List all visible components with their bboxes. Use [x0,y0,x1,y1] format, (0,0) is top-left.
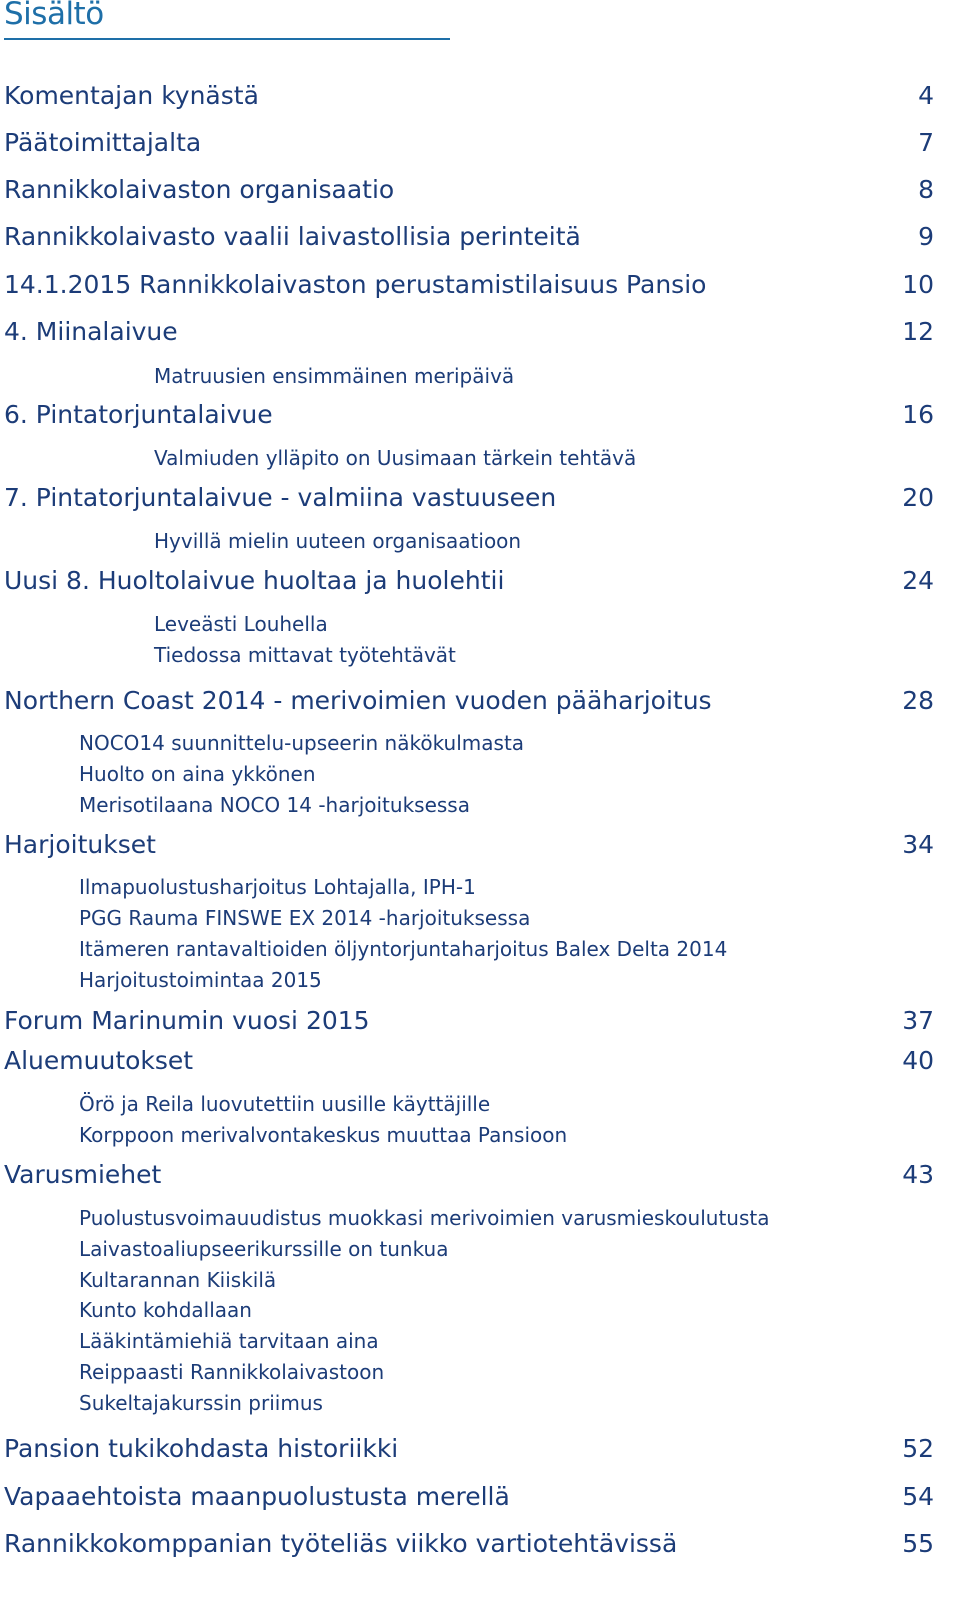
toc-entry-page: 54 [902,1482,934,1511]
toc-entry-label: 4. Miinalaivue [4,317,178,346]
toc-entry-page: 16 [902,400,934,429]
toc-entry-label: Uusi 8. Huoltolaivue huoltaa ja huolehtii [4,566,505,595]
toc-entry-label: Pansion tukikohdasta historiikki [4,1434,399,1463]
toc-entry-label: Rannikkokomppanian työteliäs viikko vartiotehtävissä [4,1529,678,1558]
toc-entry-label: 14.1.2015 Rannikkolaivaston perustamistilaisuus Pansio [4,270,707,299]
toc-subentry[interactable]: Harjoitustoimintaa 2015 [79,968,322,992]
toc-subentry[interactable]: Laivastoaliupseerikurssille on tunkua [79,1237,449,1261]
toc-entry-label: Päätoimittajalta [4,128,202,157]
toc-subentry[interactable]: Huolto on aina ykkönen [79,762,316,786]
toc-subentry[interactable]: PGG Rauma FINSWE EX 2014 -harjoituksessa [79,906,531,930]
toc-entry-label: Komentajan kynästä [4,81,259,110]
title-underline [4,38,450,40]
toc-subentry[interactable]: Reippaasti Rannikkolaivastoon [79,1360,385,1384]
toc-entry-page: 12 [902,317,934,346]
toc-entry-page: 55 [902,1529,934,1558]
toc-entry-label: Rannikkolaivaston organisaatio [4,175,395,204]
toc-subentry[interactable]: Ilmapuolustusharjoitus Lohtajalla, IPH-1 [79,875,476,899]
toc-subentry[interactable]: Merisotilaana NOCO 14 -harjoituksessa [79,793,470,817]
toc-entry-page: 9 [918,222,934,251]
toc-entry-page: 52 [902,1434,934,1463]
toc-entry-label: Varusmiehet [4,1160,162,1189]
toc-entry-label: Aluemuutokset [4,1046,194,1075]
toc-entry-page: 28 [902,686,934,715]
page-title: Sisältö [4,0,104,32]
toc-entry-page: 10 [902,270,934,299]
toc-entry-label: Northern Coast 2014 - merivoimien vuoden pääharjoitus [4,686,712,715]
toc-entry-label: Harjoitukset [4,830,156,859]
toc-entry-page: 24 [902,566,934,595]
toc-subentry[interactable]: Kultarannan Kiiskilä [79,1268,277,1292]
toc-entry-page: 7 [918,128,934,157]
toc-entry-label: Forum Marinumin vuosi 2015 [4,1006,370,1035]
toc-subentry[interactable]: Tiedossa mittavat työtehtävät [154,643,456,667]
toc-entry-page: 34 [902,830,934,859]
toc-subentry[interactable]: NOCO14 suunnittelu-upseerin näkökulmasta [79,731,525,755]
toc-entry-page: 4 [918,81,934,110]
toc-subentry[interactable]: Sukeltajakurssin priimus [79,1391,323,1415]
toc-subentry[interactable]: Kunto kohdallaan [79,1298,252,1322]
toc-entry-page: 20 [902,483,934,512]
toc-entry-label: Rannikkolaivasto vaalii laivastollisia perinteitä [4,222,581,251]
toc-subentry[interactable]: Örö ja Reila luovutettiin uusille käyttäjille [79,1092,491,1116]
toc-entry-label: 7. Pintatorjuntalaivue - valmiina vastuuseen [4,483,557,512]
toc-entry-label: Vapaaehtoista maanpuolustusta merellä [4,1482,510,1511]
toc-entry-page: 40 [902,1046,934,1075]
toc-entry-page: 37 [902,1006,934,1035]
toc-subentry[interactable]: Leveästi Louhella [154,612,328,636]
toc-subentry[interactable]: Hyvillä mielin uuteen organisaatioon [154,529,522,553]
toc-subentry[interactable]: Itämeren rantavaltioiden öljyntorjuntaharjoitus Balex Delta 2014 [79,937,728,961]
toc-entry-page: 43 [902,1160,934,1189]
toc-subentry[interactable]: Puolustusvoimauudistus muokkasi merivoimien varusmieskoulutusta [79,1206,770,1230]
toc-subentry[interactable]: Valmiuden ylläpito on Uusimaan tärkein tehtävä [154,446,637,470]
toc-subentry[interactable]: Korppoon merivalvontakeskus muuttaa Pansioon [79,1123,568,1147]
toc-subentry[interactable]: Matruusien ensimmäinen meripäivä [154,364,515,388]
toc-entry-label: 6. Pintatorjuntalaivue [4,400,273,429]
toc-subentry[interactable]: Lääkintämiehiä tarvitaan aina [79,1329,379,1353]
toc-entry-page: 8 [918,175,934,204]
